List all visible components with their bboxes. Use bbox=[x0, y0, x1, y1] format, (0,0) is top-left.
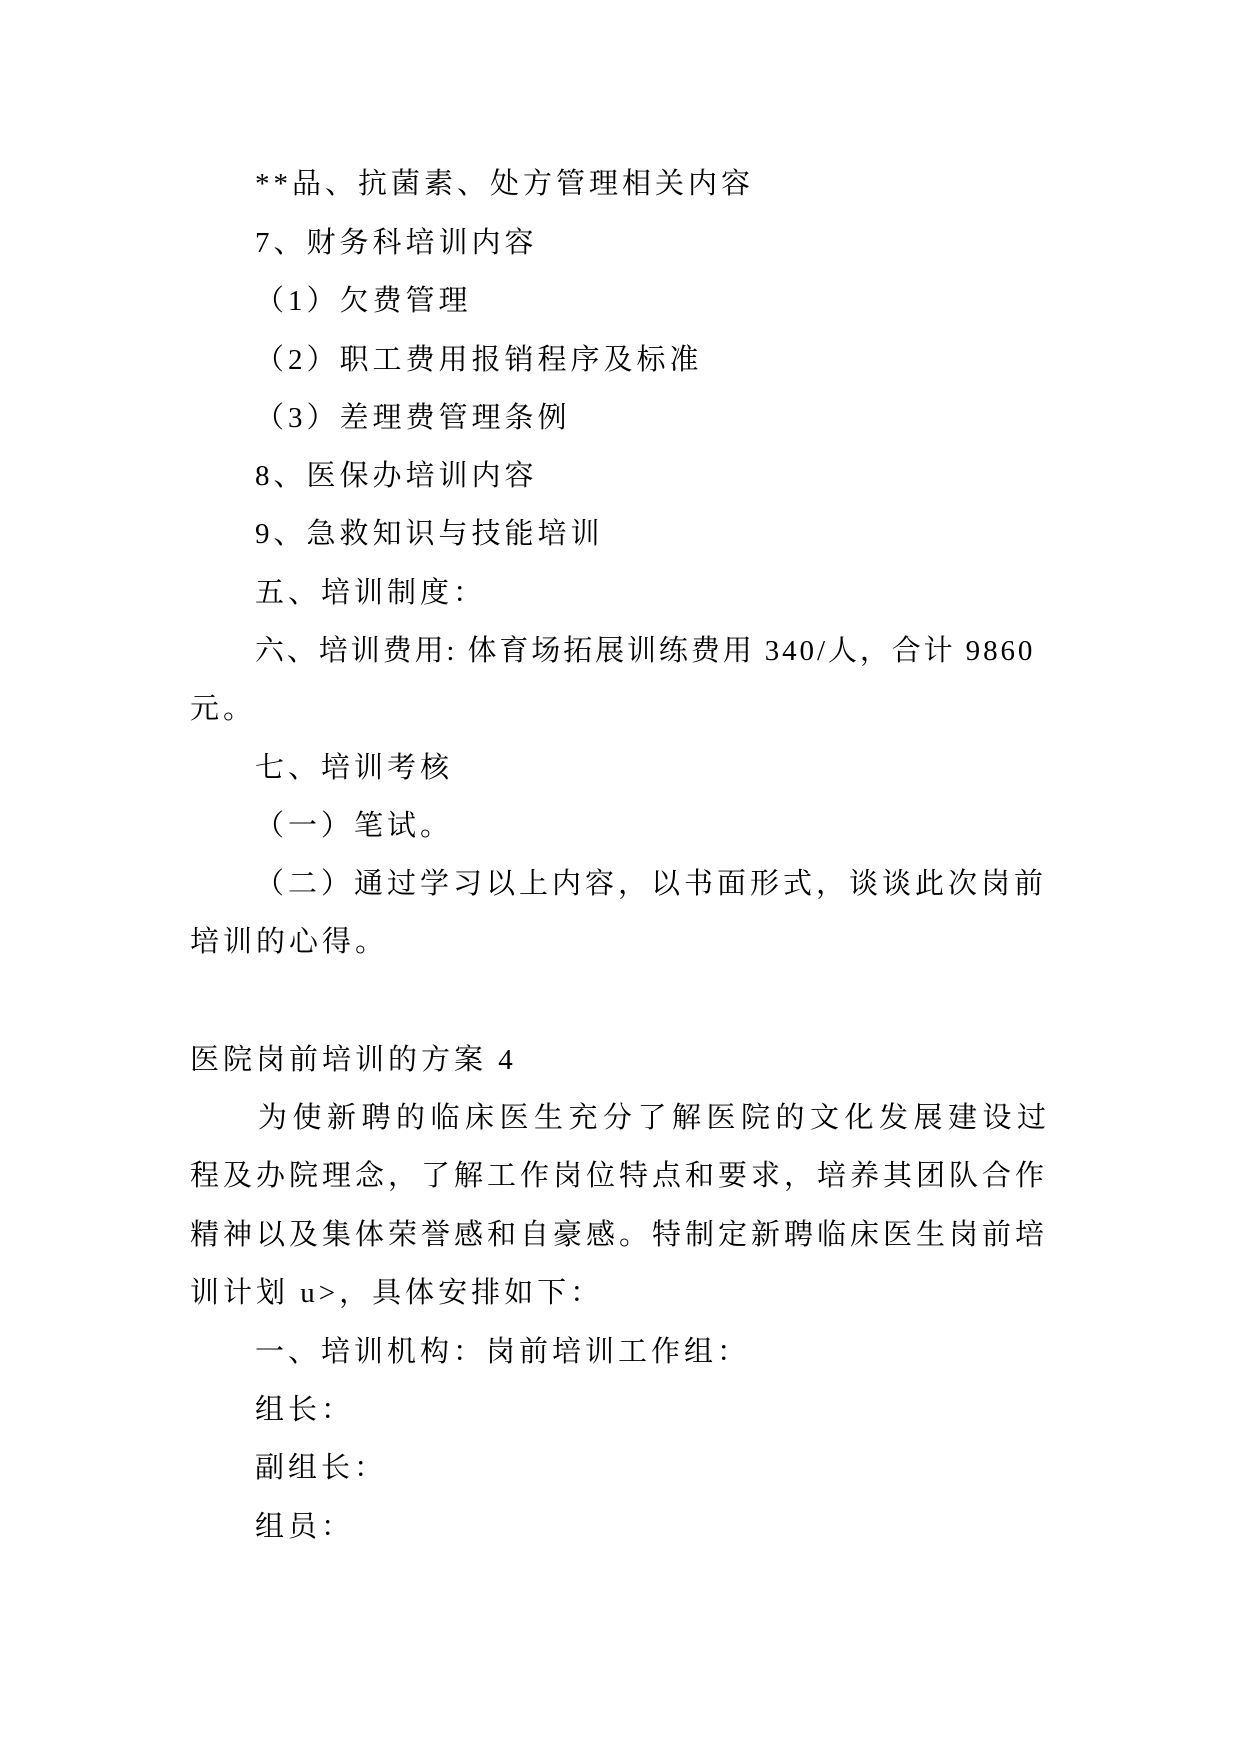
plan-4-title: 医院岗前培训的方案 4 bbox=[190, 1044, 517, 1076]
plan-4-intro-line: 程及办院理念，了解工作岗位特点和要求，培养其团队合作 bbox=[190, 1160, 1049, 1192]
section-6-line: 元。 bbox=[190, 693, 257, 725]
role-deputy-leader: 副组长： bbox=[255, 1452, 388, 1484]
section-7-item-continuation: 培训的心得。 bbox=[190, 926, 389, 958]
plan-4-section-1-heading: 一、培训机构：岗前培训工作组： bbox=[255, 1336, 751, 1368]
role-member: 组员： bbox=[255, 1511, 355, 1543]
plan-4-intro-line: 精神以及集体荣誉感和自豪感。特制定新聘临床医生岗前培 bbox=[190, 1219, 1049, 1251]
item-7-heading: 7、财务科培训内容 bbox=[255, 227, 538, 259]
section-7-heading: 七、培训考核 bbox=[255, 752, 454, 784]
item-8-heading: 8、医保办培训内容 bbox=[255, 460, 538, 492]
role-leader: 组长： bbox=[255, 1394, 355, 1426]
plan-4-intro-line: 训计划 u>，具体安排如下： bbox=[190, 1277, 604, 1309]
section-7-item: （二）通过学习以上内容，以书面形式，谈谈此次岗前 bbox=[255, 868, 1048, 900]
section-7-item: （一）笔试。 bbox=[255, 810, 454, 842]
item-7-subitem: （1）欠费管理 bbox=[255, 285, 472, 317]
section-6-line: 六、培训费用: 体育场拓展训练费用 340/人，合计 9860 bbox=[255, 635, 1036, 667]
item-6-continuation: **品、抗菌素、处方管理相关内容 bbox=[255, 168, 755, 200]
plan-4-intro-line: 为使新聘的临床医生充分了解医院的文化发展建设过 bbox=[258, 1102, 1052, 1134]
item-7-subitem: （3）差理费管理条例 bbox=[255, 402, 571, 434]
item-9-heading: 9、急救知识与技能培训 bbox=[255, 518, 604, 550]
item-7-subitem: （2）职工费用报销程序及标准 bbox=[255, 344, 703, 376]
section-5-heading: 五、培训制度： bbox=[255, 577, 487, 609]
